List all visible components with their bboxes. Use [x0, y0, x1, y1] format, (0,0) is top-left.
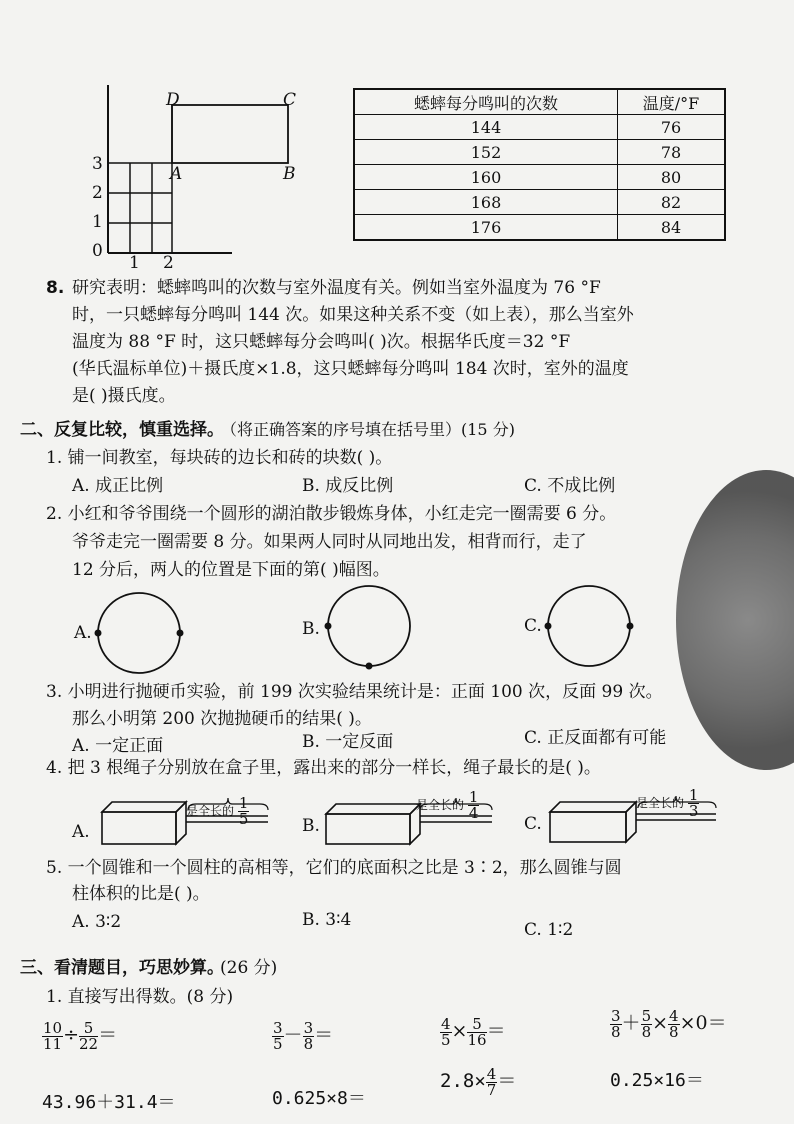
s2-q3-option-b: B. 一定反面	[302, 732, 394, 752]
circle-figure-c	[544, 584, 634, 670]
s2-q5-option-c: C. 1∶2	[524, 920, 574, 940]
operator: ＋	[621, 1012, 641, 1034]
s2-q4-label-c	[636, 788, 699, 819]
s2-q2-line-3: 12 分后，两人的位置是下面的第( )幅图。	[72, 560, 390, 580]
fraction	[238, 796, 250, 827]
expr-prefix: 2.8×	[440, 1070, 486, 1092]
grid-diagram	[82, 85, 302, 265]
fraction-num: 1	[688, 786, 699, 804]
table-row	[354, 165, 725, 190]
fraction	[468, 790, 480, 821]
fraction-num: 4	[486, 1064, 497, 1083]
s2-q3-line-2: 那么小明第 200 次抛抛硬币的结果( )。	[72, 709, 372, 729]
operator: ÷	[63, 1024, 80, 1046]
section2-note: （将正确答案的序号填在括号里）(15 分)	[221, 420, 515, 439]
s2-q2-line-1: 2. 小红和爷爷围绕一个圆形的湖泊散步锻炼身体，小红走完一圈需要 6 分。	[46, 504, 617, 524]
s2-q5-line-1: 5. 一个圆锥和一个圆柱的高相等，它们的底面积之比是 3∶2，那么圆锥与圆	[46, 858, 622, 878]
fraction-den: 5	[273, 1034, 283, 1053]
table-cell: 80	[618, 165, 726, 190]
fraction-den: 4	[468, 804, 479, 822]
table-row	[354, 190, 725, 215]
label-B: B	[283, 164, 296, 184]
circle-figure-a	[94, 590, 184, 676]
cricket-temperature-table	[353, 88, 726, 241]
fraction-den: 8	[611, 1022, 621, 1041]
fraction-den: 3	[688, 802, 699, 820]
table-row	[354, 215, 725, 241]
fraction-den: 5	[441, 1030, 451, 1049]
equals: ＝	[486, 1020, 506, 1042]
fraction-num: 5	[467, 1017, 486, 1033]
s2-q4-option-c: C.	[524, 814, 542, 834]
table-cell: 82	[618, 190, 726, 215]
table-cell: 84	[618, 215, 726, 241]
ytick-2: 2	[92, 183, 103, 203]
s3-q1-text: 1. 直接写出得数。(8 分)	[46, 987, 234, 1007]
fraction-den: 8	[641, 1022, 652, 1041]
s2-q4-label-b	[416, 790, 479, 821]
operator: ×	[652, 1012, 669, 1034]
fraction-num: 5	[79, 1021, 98, 1037]
table-header-row	[354, 89, 725, 115]
xtick-2: 2	[163, 253, 174, 273]
operator: －	[283, 1024, 303, 1046]
fraction	[42, 1018, 63, 1053]
fraction	[641, 1006, 653, 1041]
table-header: 温度/°F	[618, 89, 726, 115]
section3-title: 三、看清题目，巧思妙算。	[20, 958, 224, 978]
label-prefix: 是全长的	[636, 796, 685, 810]
fraction-den: 5	[238, 810, 249, 828]
fraction	[303, 1018, 315, 1053]
table-cell: 152	[354, 140, 618, 165]
expr-8: 0.25×16＝	[610, 1070, 704, 1091]
s2-q1-option-c: C. 不成比例	[524, 476, 616, 496]
s2-q4-text: 4. 把 3 根绳子分别放在盒子里，露出来的部分一样长，绳子最长的是( )。	[46, 758, 601, 778]
fraction	[668, 1006, 680, 1041]
s2-q1-text: 1. 铺一间教室，每块砖的边长和砖的块数( )。	[46, 448, 393, 468]
fraction-num: 3	[303, 1018, 314, 1037]
expr-5: 43.96＋31.4＝	[42, 1092, 176, 1113]
equals: ＝	[98, 1024, 118, 1046]
ytick-1: 1	[92, 212, 103, 232]
q8-line-3: 温度为 88 °F 时，这只蟋蟀每分会鸣叫( )次。根据华氏度＝32 °F	[72, 332, 571, 352]
ytick-3: 3	[92, 154, 103, 174]
fraction	[440, 1014, 452, 1049]
expr-1	[42, 1020, 117, 1052]
fraction-den: 16	[467, 1030, 487, 1049]
fraction-num: 5	[641, 1006, 652, 1025]
s2-q5-option-b: B. 3∶4	[302, 910, 352, 930]
expr-2	[272, 1020, 333, 1052]
s2-q2-line-2: 爷爷走完一圈需要 8 分。如果两人同时从同地出发，相背而行，走了	[72, 532, 587, 552]
section3-score: (26 分)	[220, 958, 278, 978]
fraction-num: 1	[238, 794, 249, 812]
q8-line-5: 是( )摄氏度。	[72, 386, 176, 406]
s2-q4-label-a	[186, 796, 249, 827]
label-C: C	[283, 90, 297, 110]
s2-q4-option-b: B.	[302, 816, 320, 836]
fraction-num: 4	[669, 1006, 679, 1025]
fraction	[610, 1006, 622, 1041]
fraction	[467, 1014, 487, 1049]
s2-q1-option-a: A. 成正比例	[72, 476, 164, 496]
fraction-num: 1	[468, 788, 479, 806]
table-row	[354, 140, 725, 165]
label-A: A	[170, 164, 183, 184]
circle-figure-b	[324, 584, 414, 670]
fraction-num: 3	[611, 1006, 621, 1025]
s2-q3-line-1: 3. 小明进行抛硬币实验，前 199 次实验结果统计是：正面 100 次，反面 99 次。	[46, 682, 663, 702]
fraction-den: 8	[303, 1034, 314, 1053]
s2-q2-option-c: C.	[524, 616, 542, 636]
s2-q3-option-c: C. 正反面都有可能	[524, 728, 667, 748]
table-cell: 168	[354, 190, 618, 215]
expr-3	[440, 1016, 506, 1048]
q8-line-2: 时，一只蟋蟀每分鸣叫 144 次。如果这种关系不变（如上表），那么当室外	[72, 305, 634, 325]
s2-q2-option-a: A.	[74, 623, 92, 643]
fraction	[486, 1064, 498, 1099]
s2-q5-line-2: 柱体积的比是( )。	[72, 884, 210, 904]
fraction-den: 22	[79, 1034, 99, 1053]
s2-q3-option-a: A. 一定正面	[72, 736, 164, 756]
table-cell: 176	[354, 215, 618, 241]
fraction-den: 11	[43, 1034, 63, 1053]
q8-line-4: (华氏温标单位)＋摄氏度×1.8，这只蟋蟀每分鸣叫 184 次时，室外的温度	[72, 359, 629, 379]
fraction-den: 7	[486, 1080, 497, 1099]
label-prefix: 是全长的	[416, 798, 465, 812]
table-cell: 144	[354, 115, 618, 140]
fraction-den: 8	[669, 1022, 679, 1041]
q8-number: 8.	[46, 278, 65, 298]
fraction-num: 3	[273, 1018, 283, 1037]
table-cell: 160	[354, 165, 618, 190]
ytick-0: 0	[92, 241, 103, 261]
table-header: 蟋蟀每分鸣叫的次数	[354, 89, 618, 115]
equals: ＝	[314, 1024, 334, 1046]
table-cell: 78	[618, 140, 726, 165]
expr-tail: ×0＝	[679, 1012, 727, 1034]
section2-title: 二、反复比较，慎重选择。	[20, 420, 224, 440]
expr-7	[440, 1066, 516, 1098]
s2-q2-option-b: B.	[302, 619, 320, 639]
fraction-num: 10	[43, 1018, 63, 1037]
equals: ＝	[497, 1070, 517, 1092]
fraction-num: 4	[441, 1014, 451, 1033]
fraction	[272, 1018, 284, 1053]
s2-q1-option-b: B. 成反比例	[302, 476, 394, 496]
expr-4	[610, 1008, 727, 1040]
table-row	[354, 115, 725, 140]
label-D: D	[166, 90, 180, 110]
xtick-1: 1	[129, 253, 140, 273]
expr-6: 0.625×8＝	[272, 1088, 366, 1109]
s2-q5-option-a: A. 3∶2	[72, 912, 122, 932]
s2-q4-option-a: A.	[72, 822, 90, 842]
label-prefix: 是全长的	[186, 804, 235, 818]
table-cell: 76	[618, 115, 726, 140]
fraction	[79, 1018, 99, 1053]
seal-stamp	[676, 470, 794, 770]
q8-line-1: 研究表明：蟋蟀鸣叫的次数与室外温度有关。例如当室外温度为 76 °F	[72, 278, 601, 298]
fraction	[688, 788, 700, 819]
operator: ×	[451, 1020, 468, 1042]
